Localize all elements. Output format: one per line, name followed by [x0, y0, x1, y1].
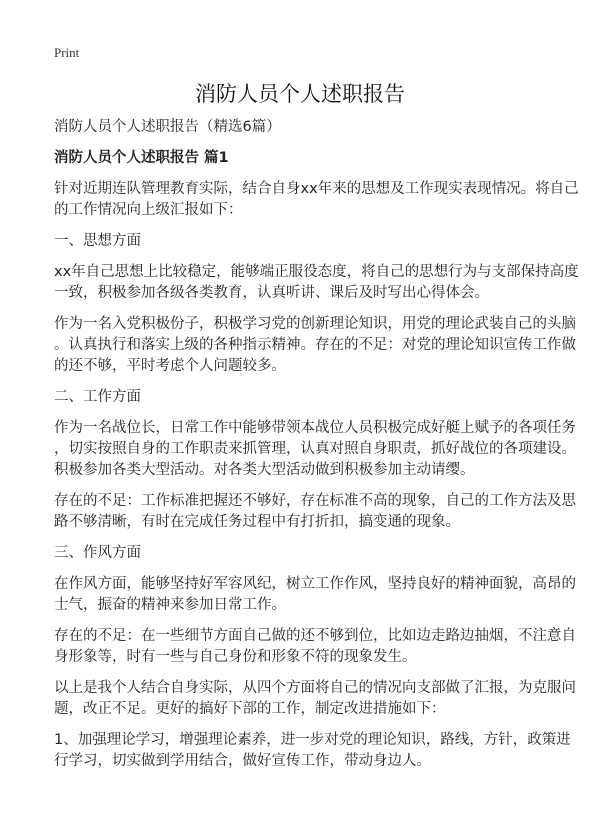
paragraph-line: 三、作风方面	[54, 545, 141, 561]
paragraph-list	[54, 179, 579, 772]
paragraph-line: 身形象等，时有一些与自己身份和形象不符的现象发生。	[54, 649, 417, 665]
subtitle: 消防人员个人述职报告（精选6篇）	[54, 119, 281, 135]
paragraph-line: 士气，振奋的精神来参加日常工作。	[54, 597, 286, 613]
paragraph-line: 题，改正不足。更好的搞好下部的工作，制定改进措施如下：	[54, 701, 446, 717]
subsection-heading	[54, 231, 554, 252]
paragraph	[54, 626, 576, 668]
print-link[interactable]: Print	[54, 45, 80, 60]
paragraph-line: 积极参加各类大型活动。对各类大型活动做到积极参加主动请缨。	[54, 462, 475, 478]
paragraph-line: ，切实按照自身的工作职责来抓管理，认真对照自身职责，抓好战位的各项建设。	[54, 441, 576, 457]
paragraph-line: xx年自己思想上比较稳定，能够端正服役态度，将自己的思想行为与支部保持高度	[54, 264, 579, 280]
paragraph-line: 作为一名入党积极份子，积极学习党的创新理论知识，用党的理论武装自己的头脑	[54, 316, 576, 332]
paragraph-line: 存在的不足：在一些细节方面自己做的还不够到位，比如边走路边抽烟，不注意自	[54, 628, 576, 644]
paragraph-line: 以上是我个人结合自身实际，从四个方面将自己的情况向支部做了汇报，为克服问	[54, 680, 576, 696]
paragraph-line: 1、加强理论学习，增强理论素养，进一步对党的理论知识，路线，方针，政策进	[54, 732, 571, 748]
subsection-heading	[54, 543, 554, 564]
paragraph-line: 一致，积极参加各级各类教育，认真听讲、课后及时写出心得体会。	[54, 285, 489, 301]
page-title: 消防人员个人述职报告	[195, 82, 405, 106]
document-body	[54, 117, 579, 782]
paragraph-line: 。认真执行和落实上级的各种指示精神。存在的不足：对党的理论知识宣传工作做	[54, 337, 576, 353]
paragraph-line: 在作风方面，能够坚持好军容风纪，树立工作作风，坚持良好的精神面貌，高昂的	[54, 576, 576, 592]
paragraph-line: 二、工作方面	[54, 389, 141, 405]
paragraph	[54, 491, 576, 533]
paragraph	[54, 678, 576, 720]
paragraph	[54, 262, 579, 304]
paragraph-line: 一、思想方面	[54, 233, 141, 249]
paragraph-line: 针对近期连队管理教育实际，结合自身xx年来的思想及工作现实表现情况。将自己	[54, 181, 579, 197]
paragraph-line: 的工作情况向上级汇报如下：	[54, 202, 243, 218]
paragraph	[54, 179, 579, 221]
paragraph-line: 存在的不足：工作标准把握还不够好，存在标准不高的现象，自己的工作方法及思	[54, 493, 576, 509]
paragraph	[54, 730, 571, 772]
paragraph-line: 的还不够，平时考虑个人问题较多。	[54, 358, 286, 374]
paragraph-line: 行学习，切实做到学用结合，做好宣传工作，带动身边人。	[54, 753, 431, 769]
subsection-heading	[54, 387, 554, 408]
paragraph	[54, 574, 576, 616]
paragraph	[54, 314, 576, 377]
paragraph-line: 作为一名战位长，日常工作中能够带领本战位人员积极完成好艇上赋予的各项任务	[54, 420, 576, 436]
paragraph-line: 路不够清晰，有时在完成任务过程中有打折扣，搞变通的现象。	[54, 514, 460, 530]
section-heading: 消防人员个人述职报告 篇1	[54, 150, 229, 166]
paragraph	[54, 418, 576, 481]
